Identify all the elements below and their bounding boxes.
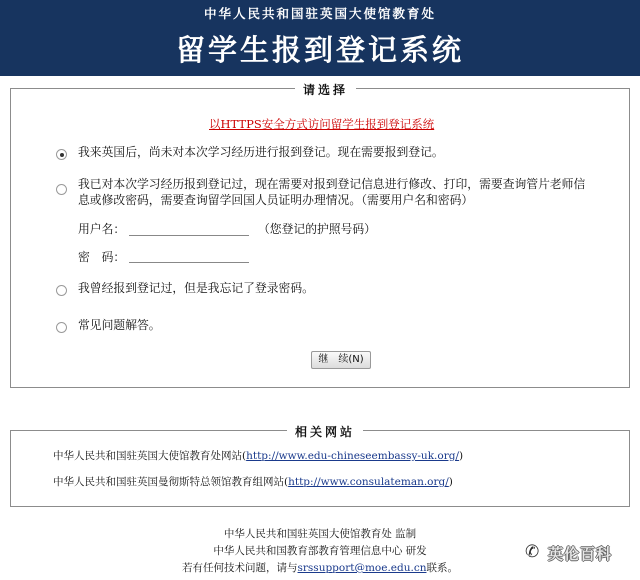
wechat-icon: ✆ bbox=[525, 542, 540, 562]
option-label-modify-line2: 息或修改密码，需要查询留学回国人员证明办理情况。（需要用户名和密码） bbox=[78, 193, 474, 207]
username-label: 用户名： bbox=[78, 222, 126, 236]
site-name-embassy: 中华人民共和国驻英国大使馆教育处网站 bbox=[53, 450, 242, 462]
option-radio-forgot-password[interactable] bbox=[56, 285, 67, 296]
option-label-new-registration: 我来英国后，尚未对本次学习经历进行报到登记。现在需要报到登记。 bbox=[78, 145, 444, 159]
watermark-text: 英伦百科 bbox=[548, 545, 613, 563]
related-sites-panel bbox=[10, 425, 630, 507]
footer-line-developer: 中华人民共和国教育部教育管理信息中心 研发 bbox=[213, 545, 427, 557]
option-label-forgot-password: 我曾经报到登记过，但是我忘记了登录密码。 bbox=[78, 281, 314, 295]
username-hint: （您登记的护照号码） bbox=[258, 222, 376, 236]
option-radio-faq[interactable] bbox=[56, 322, 67, 333]
choose-legend: 请选择 bbox=[295, 81, 356, 98]
username-input[interactable] bbox=[129, 221, 249, 236]
option-radio-modify-registration[interactable] bbox=[56, 184, 67, 195]
password-input[interactable] bbox=[129, 248, 249, 263]
password-label: 密 码： bbox=[78, 250, 126, 264]
footer-line-supervisor: 中华人民共和国驻英国大使馆教育处 监制 bbox=[223, 528, 417, 540]
footer-contact-prefix: 若有任何技术问题，请与 bbox=[182, 562, 298, 574]
site-link-manchester[interactable]: http://www.consulateman.org/ bbox=[288, 476, 449, 488]
watermark bbox=[525, 541, 637, 565]
support-email-link[interactable]: srssupport@moe.edu.cn bbox=[297, 562, 427, 574]
system-title: 留学生报到登记系统 bbox=[175, 33, 464, 67]
option-label-faq: 常见问题解答。 bbox=[78, 318, 161, 332]
option-label-modify-line1: 我已对本次学习经历报到登记过，现在需要对报到登记信息进行修改、打印，需要查询管片老师信 bbox=[78, 177, 586, 191]
site-line-embassy: 中华人民共和国驻英国大使馆教育处网站(http://www.edu-chineseembassy-uk.org/) bbox=[53, 450, 464, 462]
header-banner bbox=[0, 0, 640, 76]
site-line-manchester: 中华人民共和国驻英国曼彻斯特总领馆教育组网站(http://www.consulateman.org/) bbox=[53, 476, 453, 488]
choose-panel bbox=[10, 83, 630, 388]
site-link-embassy[interactable]: http://www.edu-chineseembassy-uk.org/ bbox=[246, 450, 459, 462]
option-radio-new-registration[interactable] bbox=[56, 149, 67, 160]
site-name-manchester: 中华人民共和国驻英国曼彻斯特总领馆教育组网站 bbox=[53, 476, 284, 488]
continue-button[interactable]: 继 续(N) bbox=[311, 351, 371, 369]
footer-contact-suffix: 联系。 bbox=[426, 562, 458, 574]
related-sites-legend: 相关网站 bbox=[287, 423, 363, 440]
org-name: 中华人民共和国驻英国大使馆教育处 bbox=[203, 6, 436, 21]
https-access-link[interactable]: 以HTTPS安全方式访问留学生报到登记系统 bbox=[209, 117, 435, 131]
